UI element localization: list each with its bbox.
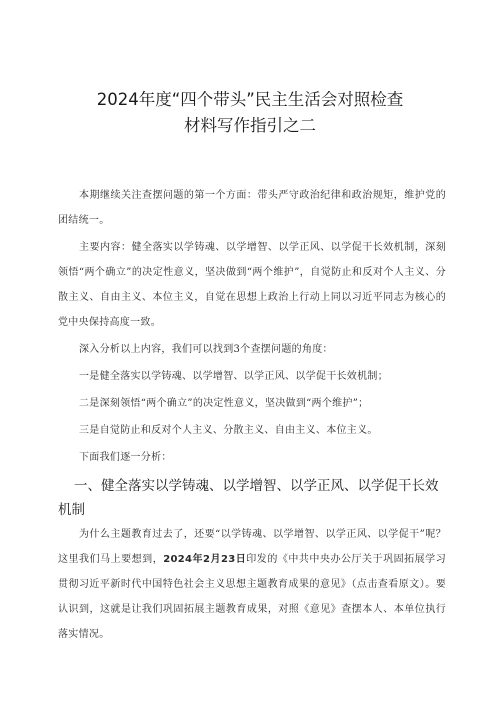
document-body xyxy=(58,183,446,649)
paragraph-angle-1: 一是健全落实以学铸魂、以学增智、以学正风、以学促干长效机制； xyxy=(79,371,388,382)
paragraph-angle-2: 二是深刻领悟“两个确立”的决定性意义，坚决做到“两个维护”； xyxy=(79,398,369,409)
paragraph-lead-in: 下面我们逐一分析： xyxy=(79,452,172,463)
document-title-line-1: 2024年度“四个带头”民主生活会对照检查 xyxy=(96,90,404,109)
paragraph-section-1 xyxy=(58,522,446,647)
paragraph-angle-3: 三是自觉防止和反对个人主义、分散主义、自由主义、本位主义。 xyxy=(79,425,378,436)
paragraph-intro: 本期继续关注查摆问题的第一个方面：带头严守政治纪律和政治规矩，维护党的团结统一。 xyxy=(58,190,446,226)
document-title-line-2: 材料写作指引之二 xyxy=(184,116,316,135)
paragraph-section-1-part-1: 为什么主题教育过去了，还要“以学铸魂、以学增智、以学正风、以学促干”呢？这里我们马上要想到， xyxy=(58,529,446,565)
paragraph-section-1-date: 2024年2月23日 xyxy=(163,554,247,565)
section-heading-1: 一、健全落实以学铸魂、以学增智、以学正风、以学促干长效机制 xyxy=(58,478,439,518)
paragraph-main-content: 主要内容：健全落实以学铸魂、以学增智、以学正风、以学促干长效机制，深刻领悟“两个确立”的决定性意义，坚决做到“两个维护”，自觉防止和反对个人主义、分散主义、自由主义、本位主义，自觉在思想上政治上行动上同以习近平同志为核心的党中央保持高度一致。 xyxy=(58,242,446,328)
paragraph-analysis: 深入分析以上内容，我们可以找到3个查摆问题的角度： xyxy=(79,344,333,355)
paragraph-section-1-part-2: 印发的《中共中央办公厅关于巩固拓展学习贯彻习近平新时代中国特色社会主义思想主题教育成果的意见》（点击查看原文）。要认识到，这就是让我们巩固拓展主题教育成果，对照《意见》查摆本人、本单位执行落实情况。 xyxy=(58,554,446,640)
